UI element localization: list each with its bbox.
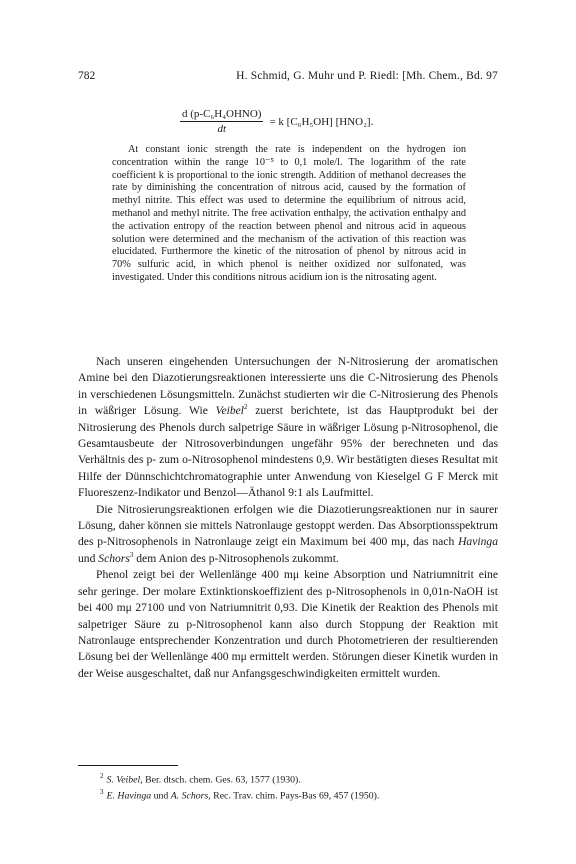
english-abstract: [112, 144, 466, 285]
footnote-mark: 2: [100, 772, 104, 780]
paragraph-2-text-b: dem Anion des p-Nitrosophenols zukommt.: [133, 551, 339, 565]
page-number: 782: [78, 70, 96, 82]
running-header: [78, 70, 498, 82]
abstract-paragraph: At constant ionic strength the rate is independent on the hydrogen ion concentration within the range 10⁻⁵ to 0,1 mole/l. The logarithm of the rate coefficient k is proportional to the ionic strength. Addition of methanol decreases the rate by diminishing the concentration of nitrous acid, caused by the formation of methyl nitrite. This effect was used to determine the equilibrium of nitrous acid, methanol and methyl nitrite. The free activation enthalpy, the activation enthalpy and the activation entropy of the reaction between phenol and nitrous acid in aqueous solution were determined and the mechanism of the activation of this reaction was elucidated. Furthermore the kinetic of the nitrosation of phenol by nitrous acid in 70% sulfuric acid, in which phenol is neither oxidized nor sulfonated, was investigated. Under this conditions nitrous acidium ion is the nitrosating agent.: [112, 144, 466, 283]
footnote-conjunction: und: [151, 790, 171, 802]
paragraph-1: [78, 354, 498, 502]
running-title: H. Schmid, G. Muhr und P. Riedl: [Mh. Chem., Bd. 97: [236, 70, 498, 82]
paragraph-2-und: und: [78, 551, 99, 565]
main-text: [78, 354, 498, 682]
footnote-text: , Ber. dtsch. chem. Ges. 63, 1577 (1930).: [140, 774, 301, 786]
footnote-author: E. Havinga: [106, 790, 152, 802]
footnote-3: [78, 786, 498, 802]
paragraph-3: Phenol zeigt bei der Wellenlänge 400 mμ keine Absorption und Natriumnitrit eine sehr geringe. Der molare Extinktionskoeffizient des p-Nitrosophenols in 0,01n-NaOH ist bei 400 mμ 27100 und von Natriumnitrit 0,93. Die Kinetik der Reaktion des Phenols mit salpetriger Säure zu p-Nitrosophenol kann also durch Stoppung der Reaktion mit Natronlauge entsprechender Konzentration und durch Photometrieren der resultierenden Lösung bei der Wellenlänge 400 mμ ermittelt werden. Störungen dieser Kinetik wurden in der Weise ausgeschaltet, daß nur Anfangsgeschwindigkeiten ermittelt wurden.: [78, 568, 498, 680]
fraction-numerator: d (p-C₆H₄OHNO): [182, 108, 262, 120]
rate-equation: [180, 108, 440, 135]
citation-author-schors: Schors: [98, 551, 130, 565]
footnote-ref-3: 3: [129, 551, 134, 560]
equation-rhs: = k [C₆H₅OH] [HNO₂].: [269, 115, 374, 128]
citation-author-havinga: Havinga: [458, 535, 498, 549]
paragraph-1-text-a: Nach unseren eingehenden Untersuchungen der N-Nitrosierung der aromatischen Amine bei den Diazotierungsreaktionen interessierte uns die C-Nitrosierung des Phenols in verschiedenen Lösungsmitteln. Zunächst studierten wir die C-Nitrosierung des Phenols in wäßriger Lösung. Wie: [78, 355, 498, 418]
paragraph-1-text-b: zuerst berichtete, ist das Hauptprodukt bei der Nitrosierung des Phenols durch salpetrige Säure in wäßriger Lösung p-Nitrosophenol, die Gesamtausbeute der Nitrosoverbindungen ungefähr 95% der berechneten und das Verhältnis des p- zum o-Nitrosophenol mindestens 0,9. Wir bestätigten dieses Resultat mit Hilfe der Dünnschichtchromatographie unter Anwendung von Kieselgel G F Merck mit Fluoreszenz-Indikator und Benzol—Äthanol 9:1 als Laufmittel.: [78, 404, 498, 500]
footnote-divider: [78, 765, 178, 766]
footnote-2: [78, 770, 498, 786]
paragraph-2: [78, 502, 498, 568]
footnotes: [78, 770, 498, 803]
rate-fraction: [180, 108, 263, 135]
citation-author-veibel: Veibel: [215, 404, 244, 418]
footnote-author-2: A. Schors: [170, 790, 209, 802]
footnote-text: , Rec. Trav. chim. Pays-Bas 69, 457 (1950).: [208, 790, 380, 802]
footnote-mark: 3: [100, 788, 104, 797]
footnote-author: S. Veibel: [106, 774, 141, 786]
footnote-ref-2: 2: [243, 403, 248, 412]
fraction-denominator: dt: [217, 123, 227, 135]
paragraph-2-text-a: Die Nitrosierungsreaktionen erfolgen wie die Diazotierungsreaktionen nur in saurer Lösung, daher können sie mittels Natronlauge gestoppt werden. Das Absorptionsspektrum des p-Nitrosophenols in Natronlauge zeigt ein Maximum bei 400 mμ, das nach: [78, 502, 498, 549]
